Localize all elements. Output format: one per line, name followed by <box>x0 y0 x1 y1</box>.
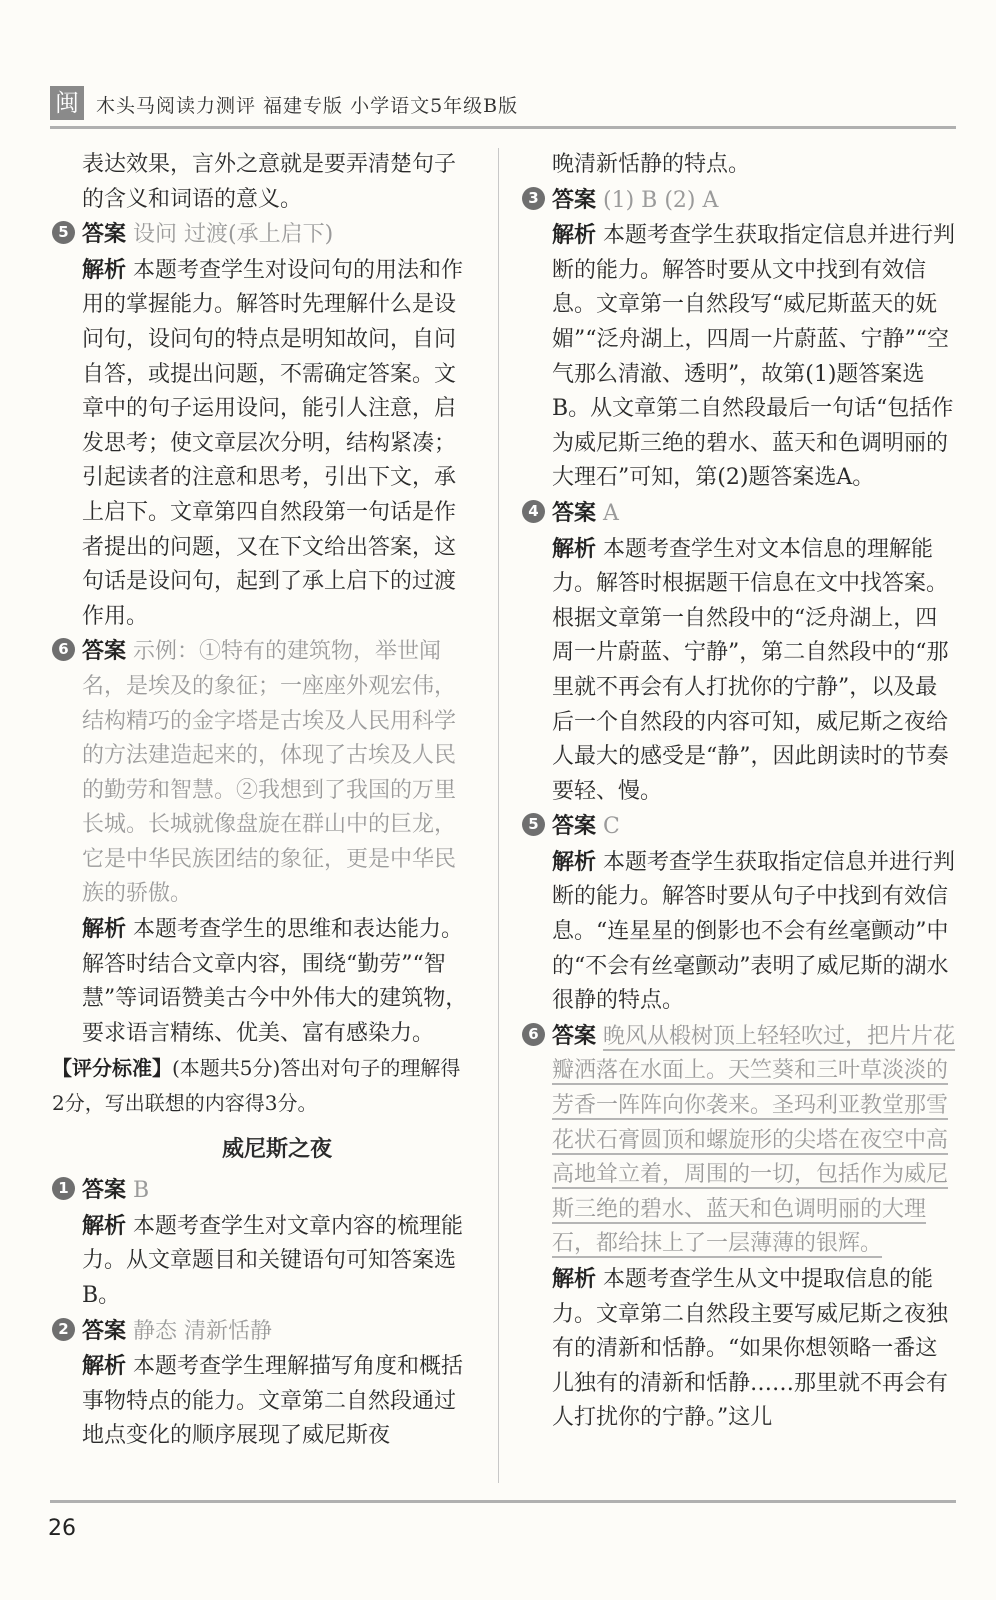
question-5 <box>52 217 472 634</box>
analysis-label: 解析 <box>82 916 127 943</box>
right-column <box>522 148 958 1436</box>
analysis-label: 解析 <box>552 222 597 249</box>
question-number-badge: 4 <box>522 500 545 523</box>
analysis-label: 解析 <box>552 535 597 562</box>
answer-text: A <box>603 500 619 526</box>
header-rule <box>50 126 956 129</box>
answer-text: C <box>603 814 620 840</box>
analysis-text: 本题考查学生获取指定信息并进行判断的能力。解答时要从文中找到有效信息。文章第一自然段写“威尼斯蓝天的妩媚”“泛舟湖上，四周一片蔚蓝、宁静”“空气那么清澈、透明”，故第(1)题答案选B。从文章第二自然段最后一句话“包括作为威尼斯三绝的碧水、蓝天和色调明丽的大理石”可知，第(2)题答案选A。 <box>552 223 956 491</box>
scoring-text: (本题共5分)答出对句子的理解得2分，写出联想的内容得3分。 <box>52 1056 461 1116</box>
question-number-badge: 1 <box>52 1177 75 1200</box>
question-1 <box>52 1173 472 1313</box>
running-header-title: 木头马阅读力测评 福建专版 小学语文5年级B版 <box>96 95 519 117</box>
answer-label: 答案 <box>552 499 597 526</box>
page-number: 26 <box>48 1516 76 1541</box>
analysis-text: 本题考查学生对文章内容的梳理能力。从文章题目和关键语句可知答案选B。 <box>82 1213 464 1308</box>
analysis-text: 本题考查学生对设问句的用法和作用的掌握能力。解答时先理解什么是设问句，设问句的特点是明知故问，自问自答，或提出问题，不需确定答案。文章中的句子运用设问，能引人注意，启发思考；使文章层次分明，结构紧凑；引起读者的注意和思考，引出下文，承上启下。文章第四自然段第一句话是作者提出的问题，又在下文给出答案，这句话是设问句，起到了承上启下的过渡作用。 <box>82 257 464 629</box>
continued-text: 表达效果，言外之意就是要弄清楚句子的含义和词语的意义。 <box>82 152 457 212</box>
footer-rule <box>50 1500 956 1503</box>
analysis-text: 本题考查学生理解描写角度和概括事物特点的能力。文章第二自然段通过地点变化的顺序展现了威尼斯夜 <box>82 1354 464 1449</box>
analysis-text: 本题考查学生对文本信息的理解能力。解答时根据题干信息在文中找答案。根据文章第一自然段中的“泛舟湖上，四周一片蔚蓝、宁静”，第二自然段中的“那里就不再会有人打扰你的宁静”，以及最后一个自然段的内容可知，威尼斯之夜给人最大的感受是“静”，因此朗读时的节奏要轻、慢。 <box>552 536 949 804</box>
question-5b <box>522 809 958 1019</box>
analysis-label: 解析 <box>552 848 597 875</box>
analysis-label: 解析 <box>82 1353 127 1380</box>
region-logo: 闽 <box>50 86 84 120</box>
question-6b <box>522 1019 958 1436</box>
scoring-standard <box>52 1051 472 1120</box>
answer-text: 设问 过渡(承上启下) <box>133 222 334 248</box>
scoring-label: 【评分标准】 <box>52 1056 172 1081</box>
answer-label: 答案 <box>552 813 597 840</box>
section-title: 威尼斯之夜 <box>221 1136 332 1162</box>
answer-text: 晚风从椴树顶上轻轻吹过，把片片花瓣洒落在水面上。天竺葵和三叶草淡淡的芳香一阵阵向你袭来。圣玛利亚教堂那雪花状石膏圆顶和螺旋形的尖塔在夜空中高高地耸立着，周围的一切，包括作为威尼斯三绝的碧水、蓝天和色调明丽的大理石，都给抹上了一层薄薄的银辉。 <box>552 1023 956 1257</box>
analysis-label: 解析 <box>82 1212 127 1239</box>
analysis-label: 解析 <box>552 1266 597 1292</box>
answer-label: 答案 <box>552 1022 597 1049</box>
left-column <box>52 148 472 1454</box>
question-number-badge: 6 <box>522 1023 545 1046</box>
continued-text: 晚清新恬静的特点。 <box>552 152 751 177</box>
column-divider <box>498 148 499 1483</box>
question-3 <box>522 183 958 496</box>
answer-label: 答案 <box>82 1317 127 1344</box>
answer-text: 静态 清新恬静 <box>133 1318 273 1344</box>
answer-text: B <box>133 1178 150 1204</box>
answer-label: 答案 <box>82 1177 127 1204</box>
answer-label: 答案 <box>82 221 127 248</box>
analysis-text: 本题考查学生的思维和表达能力。解答时结合文章内容，围绕“勤劳”“智慧”等词语赞美古今中外伟大的建筑物，要求语言精练、优美、富有感染力。 <box>82 917 468 1046</box>
answer-text: 示例：①特有的建筑物，举世闻名，是埃及的象征；一座座外观宏伟，结构精巧的金字塔是古埃及人民用科学的方法建造起来的，体现了古埃及人民的勤劳和智慧。②我想到了我国的万里长城。长城就像盘旋在群山中的巨龙，它是中华民族团结的象征，更是中华民族的骄傲。 <box>82 639 457 907</box>
question-number-badge: 5 <box>52 221 75 244</box>
answer-label: 答案 <box>82 638 127 665</box>
analysis-text: 本题考查学生从文中提取信息的能力。文章第二自然段主要写威尼斯之夜独有的清新和恬静。“如果你想领略一番这儿独有的清新和恬静……那里就不再会有人打扰你的宁静。”这儿 <box>552 1267 949 1431</box>
question-4 <box>522 496 958 809</box>
analysis-text: 本题考查学生获取指定信息并进行判断的能力。解答时要从句子中找到有效信息。“连星星的倒影也不会有丝毫颤动”中的“不会有丝毫颤动”表明了威尼斯的湖水很静的特点。 <box>552 849 956 1014</box>
question-6 <box>52 634 472 1051</box>
analysis-label: 解析 <box>82 256 127 283</box>
question-number-badge: 5 <box>522 813 545 836</box>
question-number-badge: 2 <box>52 1318 75 1341</box>
question-number-badge: 3 <box>522 187 545 210</box>
question-number-badge: 6 <box>52 638 75 661</box>
answer-text: (1) B (2) A <box>603 187 719 213</box>
question-2 <box>52 1314 472 1454</box>
page-header <box>50 86 946 126</box>
answer-label: 答案 <box>552 186 597 213</box>
